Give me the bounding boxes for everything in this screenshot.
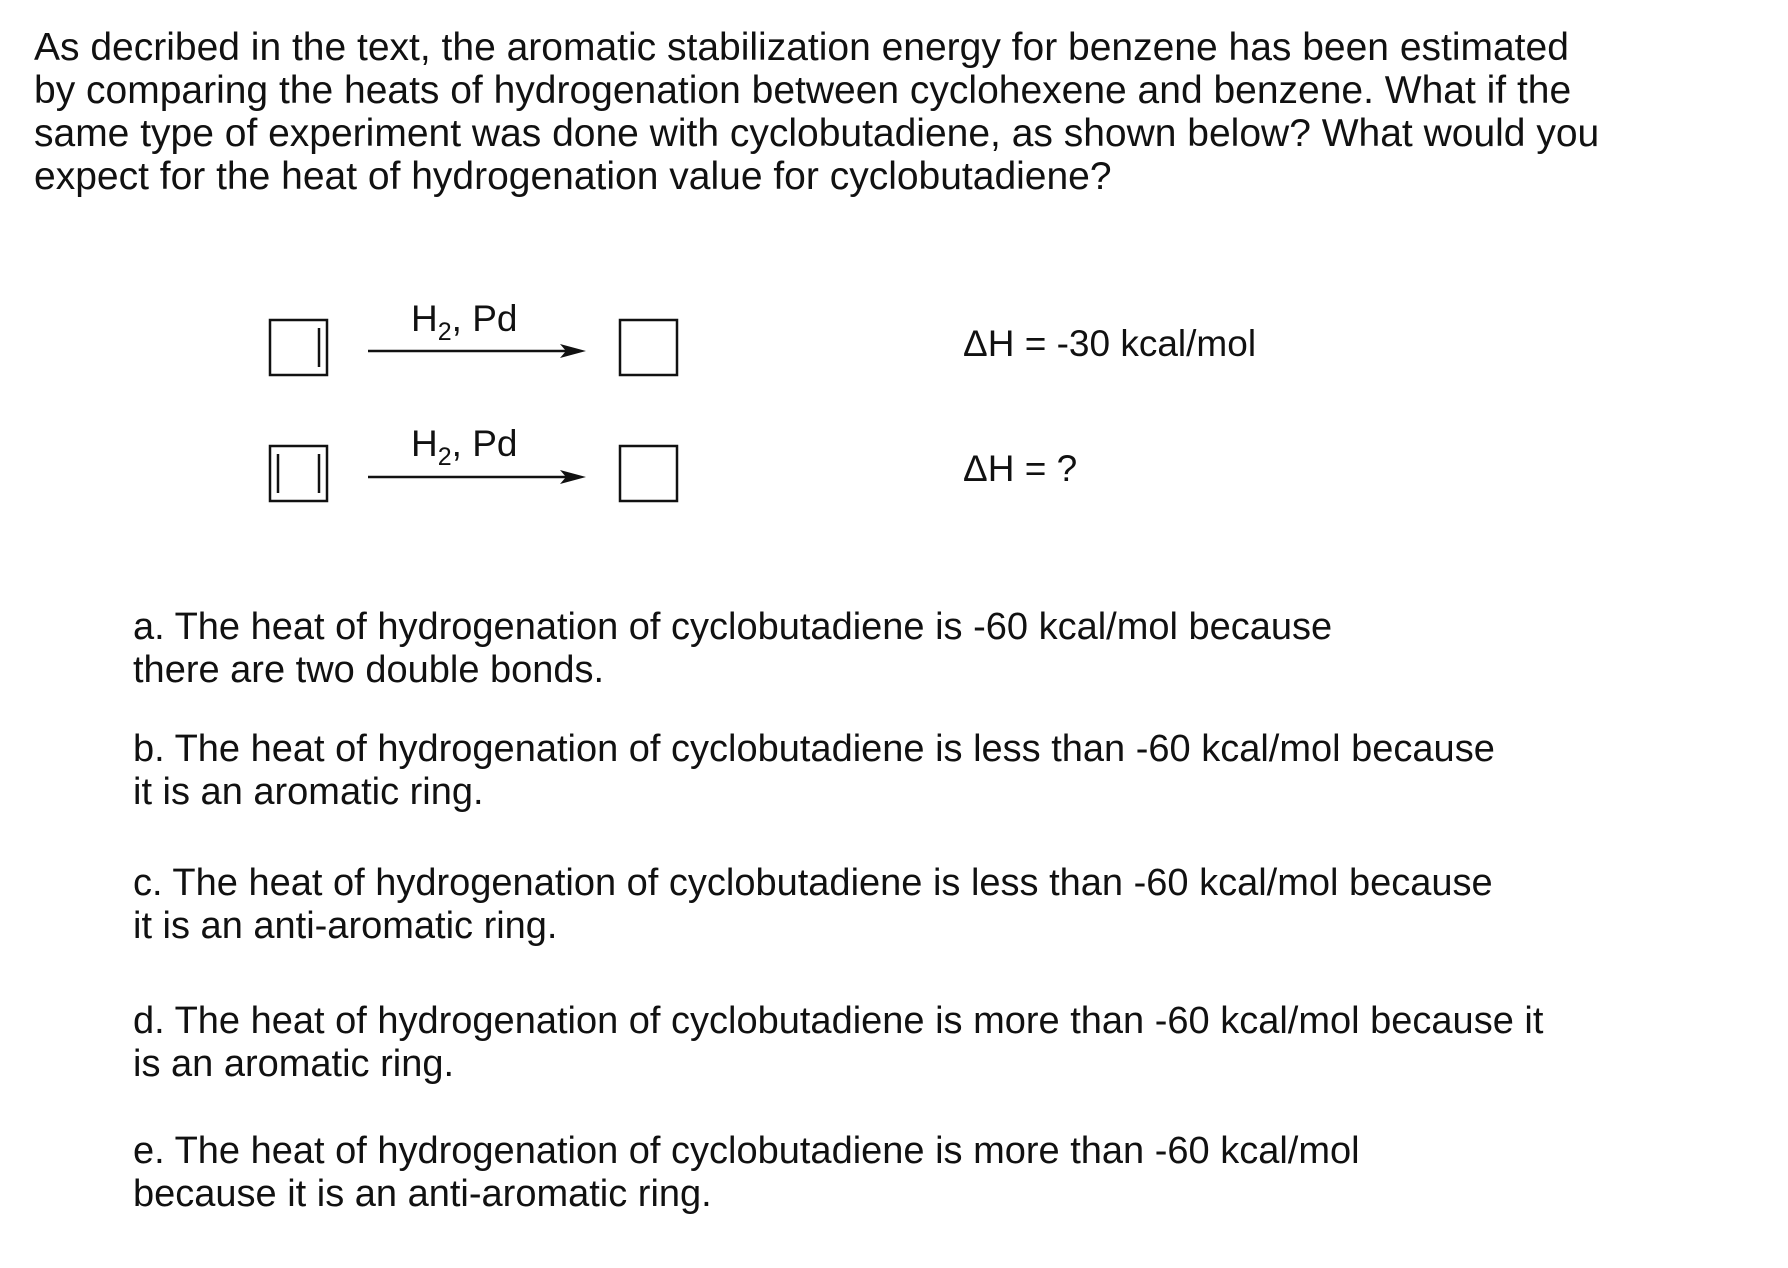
option-line: it is an aromatic ring. [133, 771, 484, 813]
delta-h-label-2: ΔH = ? [963, 448, 1078, 489]
question-line: As decribed in the text, the aromatic stabilization energy for benzene has been estimated [34, 26, 1569, 69]
option-line: a. The heat of hydrogenation of cyclobutadiene is -60 kcal/mol because [133, 606, 1333, 648]
reagent-subscript: 2 [437, 318, 452, 346]
option-line: it is an anti-aromatic ring. [133, 905, 558, 947]
question-line: by comparing the heats of hydrogenation between cyclohexene and benzene. What if the [34, 69, 1572, 112]
option-line: there are two double bonds. [133, 649, 605, 691]
option-c[interactable] [133, 862, 1493, 948]
option-b[interactable] [133, 728, 1495, 814]
cyclobutane-product-1 [620, 320, 677, 375]
reaction-arrow-2 [368, 470, 586, 484]
option-line: because it is an anti-aromatic ring. [133, 1173, 712, 1215]
option-line: c. The heat of hydrogenation of cyclobutadiene is less than -60 kcal/mol because [133, 862, 1493, 904]
reagent-label-2 [411, 423, 518, 471]
cyclobutadiene-structure [270, 446, 327, 501]
delta-h-label-1: ΔH = -30 kcal/mol [963, 323, 1257, 364]
question-text [34, 26, 1734, 198]
option-d[interactable] [133, 1000, 1543, 1086]
option-line: e. The heat of hydrogenation of cyclobutadiene is more than -60 kcal/mol [133, 1130, 1360, 1172]
question-line: expect for the heat of hydrogenation value for cyclobutadiene? [34, 155, 1112, 198]
question-line: same type of experiment was done with cyclobutadiene, as shown below? What would you [34, 112, 1600, 155]
cyclobutene-structure [270, 320, 327, 375]
option-line: b. The heat of hydrogenation of cyclobutadiene is less than -60 kcal/mol because [133, 728, 1495, 770]
reagent-label-1 [411, 298, 518, 346]
reaction-arrow-1 [368, 344, 586, 358]
option-a[interactable] [133, 606, 1332, 692]
reagent-h: H [411, 423, 438, 464]
option-line: is an aromatic ring. [133, 1043, 455, 1085]
option-e[interactable] [133, 1130, 1360, 1216]
reagent-subscript: 2 [437, 443, 452, 471]
reagent-catalyst: , Pd [451, 298, 518, 339]
option-line: d. The heat of hydrogenation of cyclobutadiene is more than -60 kcal/mol because it [133, 1000, 1544, 1042]
reagent-catalyst: , Pd [451, 423, 518, 464]
reagent-h: H [411, 298, 438, 339]
cyclobutane-product-2 [620, 446, 677, 501]
